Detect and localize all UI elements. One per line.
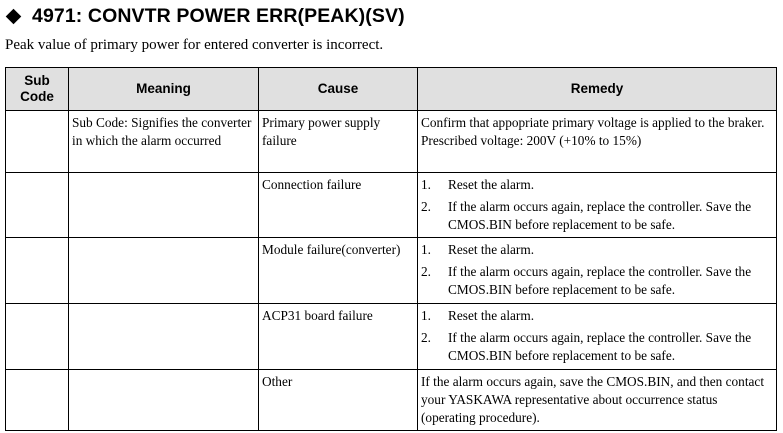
remedy-step (421, 307, 773, 325)
remedy-step (421, 329, 773, 365)
alarm-table (5, 67, 777, 431)
table-row (6, 304, 777, 370)
sub-code-cell (6, 173, 69, 238)
remedy-steps (421, 176, 773, 234)
table-row (6, 173, 777, 238)
step-text: If the alarm occurs again, replace the controller. Save the CMOS.BIN before replacement to be safe. (448, 330, 752, 363)
sub-code-cell (6, 370, 69, 431)
remedy-cell: If the alarm occurs again, save the CMOS.BIN, and then contact your YASKAWA representative about occurrence status (operating procedure). (418, 370, 777, 431)
table-row (6, 111, 777, 173)
meaning-cell (69, 173, 259, 238)
remedy-steps (421, 307, 773, 365)
meaning-cell (69, 370, 259, 431)
step-number: 2. (421, 264, 431, 279)
cause-cell: Connection failure (259, 173, 418, 238)
remedy-steps (421, 241, 773, 299)
table-row (6, 370, 777, 431)
header-meaning: Meaning (69, 68, 259, 111)
sub-code-cell (6, 238, 69, 304)
meaning-cell: Sub Code: Signifies the converter in which the alarm occurred (69, 111, 259, 173)
step-text: Reset the alarm. (448, 177, 535, 192)
step-text: Reset the alarm. (448, 308, 535, 323)
header-sub-code: Sub Code (6, 68, 69, 111)
remedy-step (421, 263, 773, 299)
meaning-cell (69, 238, 259, 304)
remedy-cell (418, 111, 777, 173)
remedy-step (421, 176, 773, 194)
cause-cell: Module failure(converter) (259, 238, 418, 304)
remedy-text: Confirm that appopriate primary voltage is applied to the braker. (421, 115, 765, 130)
step-number: 1. (421, 242, 431, 257)
alarm-description: Peak value of primary power for entered converter is incorrect. (5, 37, 384, 53)
alarm-title: 4971: CONVTR POWER ERR(PEAK)(SV) (32, 4, 405, 27)
step-text: Reset the alarm. (448, 242, 535, 257)
header-cause: Cause (259, 68, 418, 111)
step-text: If the alarm occurs again, replace the controller. Save the CMOS.BIN before replacement to be safe. (448, 199, 752, 232)
table-row (6, 238, 777, 304)
step-number: 2. (421, 199, 431, 214)
remedy-step (421, 241, 773, 259)
cause-cell: Other (259, 370, 418, 431)
step-number: 2. (421, 330, 431, 345)
step-number: 1. (421, 308, 431, 323)
table-header-row (6, 68, 777, 111)
cause-cell: ACP31 board failure (259, 304, 418, 370)
remedy-voltage: Prescribed voltage: 200V (+10% to 15%) (421, 133, 642, 148)
alarm-heading (6, 3, 405, 29)
header-remedy: Remedy (418, 68, 777, 111)
remedy-cell (418, 304, 777, 370)
remedy-cell (418, 238, 777, 304)
remedy-cell (418, 173, 777, 238)
sub-code-cell (6, 111, 69, 173)
step-number: 1. (421, 177, 431, 192)
sub-code-cell (6, 304, 69, 370)
remedy-step (421, 198, 773, 234)
cause-cell: Primary power supply failure (259, 111, 418, 173)
diamond-bullet-icon (6, 8, 22, 24)
meaning-cell (69, 304, 259, 370)
step-text: If the alarm occurs again, replace the controller. Save the CMOS.BIN before replacement to be safe. (448, 264, 752, 297)
